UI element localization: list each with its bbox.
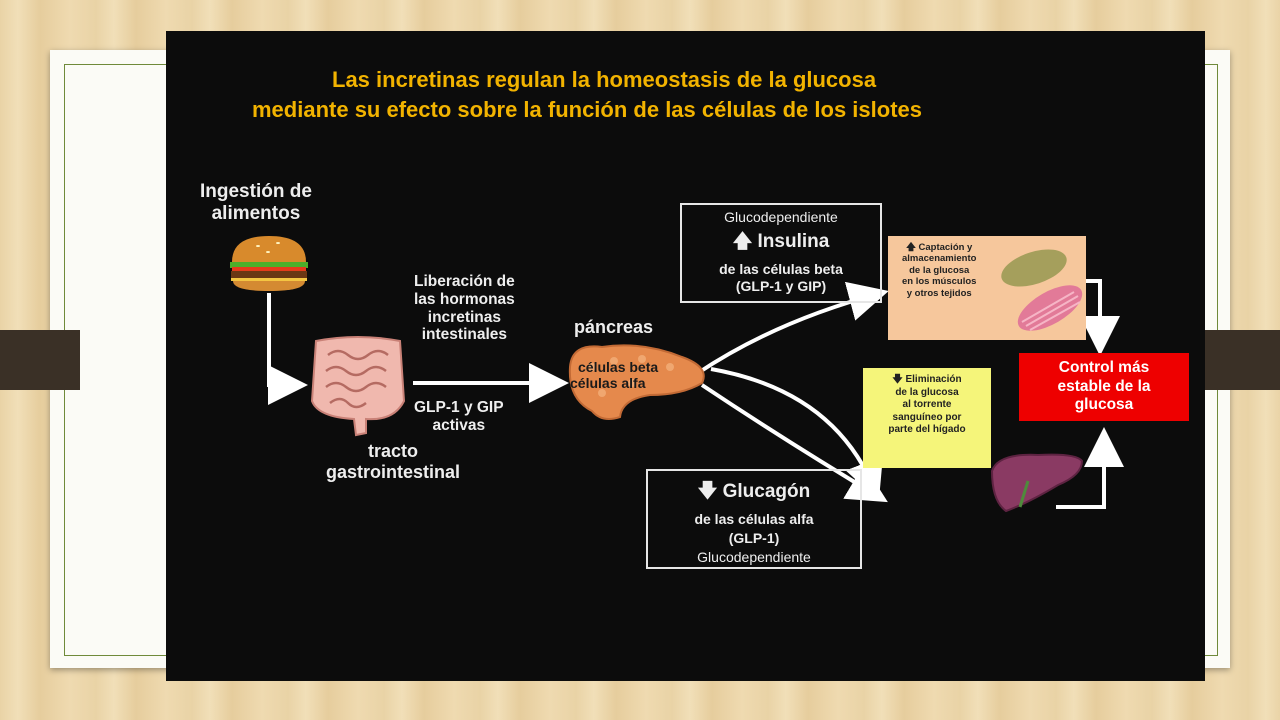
glp-label: GLP-1 y GIP activas (414, 399, 504, 434)
pancreas-label: páncreas (574, 317, 654, 337)
slide-title-line1: Las incretinas regulan la homeostasis de la glucosa (332, 67, 877, 92)
intestine-icon (304, 331, 412, 439)
arrow-pancreas-to-uptake (698, 293, 881, 373)
down-arrow-icon: 🡇 (697, 481, 718, 502)
hormones-label: Liberación de las hormonas incretinas intestinales (414, 273, 515, 344)
up-arrow-icon: 🡅 (906, 242, 916, 253)
liver-icon (988, 451, 1086, 515)
right-binder-tab (1200, 330, 1280, 390)
ingestion-label: Ingestión de alimentos (200, 181, 312, 224)
insulin-box: Glucodependiente 🡅 Insulina de las células beta (GLP-1 y GIP) (680, 203, 882, 303)
control-box: Control más estable de la glucosa (1019, 353, 1189, 421)
elimination-box: 🡇 Eliminación de la glucosa al torrente sanguíneo por parte del hígado (863, 368, 991, 468)
burger-icon (228, 234, 310, 292)
pancreas-cells-label: células beta células alfa (570, 359, 659, 392)
uptake-box: 🡅 Captación y almacenamiento de la glucosa en los músculos y otros tejidos (888, 236, 1086, 340)
up-arrow-icon: 🡅 (732, 231, 753, 252)
glucagon-box: 🡇 Glucagón de las células alfa (GLP-1) Glucodependiente (646, 469, 862, 569)
left-binder-tab (0, 330, 80, 390)
arrow-uptake-to-control (1086, 281, 1100, 348)
muscle-tissue-icon (996, 246, 1086, 338)
slide-title-line2: mediante su efecto sobre la función de las células de los islotes (252, 97, 922, 122)
gi-tract-label: tracto gastrointestinal (326, 441, 461, 482)
slide (166, 31, 1205, 681)
arrow-food-to-gut (269, 293, 300, 385)
down-arrow-icon: 🡇 (892, 374, 903, 385)
